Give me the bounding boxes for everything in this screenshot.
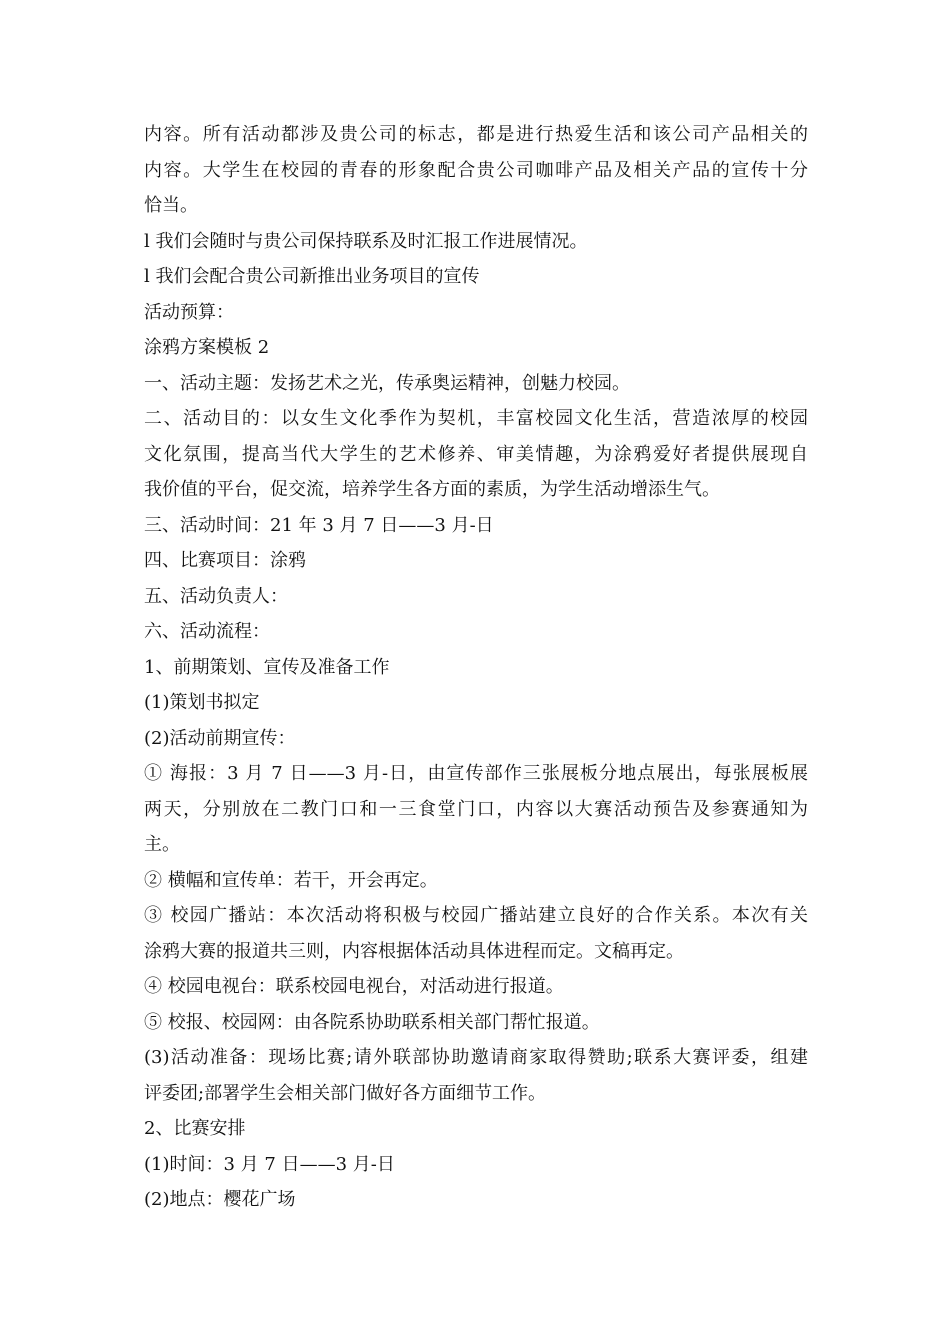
paragraph-line: 文化氛围，提高当代大学生的艺术修养、审美情趣，为涂鸦爱好者提供展现自 bbox=[144, 443, 808, 465]
paragraph-line: 二、活动目的：以女生文化季作为契机，丰富校园文化生活，营造浓厚的校园 bbox=[144, 408, 808, 429]
paragraph-line: 内容。大学生在校园的青春的形象配合贵公司咖啡产品及相关产品的宣传十分 bbox=[144, 159, 808, 181]
paragraph-line: l 我们会随时与贵公司保持联系及时汇报工作进展情况。 bbox=[144, 230, 588, 252]
paragraph-line: 六、活动流程： bbox=[144, 621, 270, 642]
paragraph-line: 五、活动负责人： bbox=[144, 585, 288, 607]
paragraph-line: 2、比赛安排 bbox=[144, 1118, 246, 1139]
paragraph-line: 两天，分别放在二教门口和一三食堂门口，内容以大赛活动预告及参赛通知为 bbox=[144, 798, 808, 820]
paragraph-line: (1)策划书拟定 bbox=[144, 692, 260, 713]
paragraph-line: (2)地点：樱花广场 bbox=[144, 1189, 296, 1210]
paragraph-line: ① 海报：3 月 7 日——3 月-日，由宣传部作三张展板分地点展出，每张展板展 bbox=[144, 763, 808, 784]
paragraph-line: 1、前期策划、宣传及准备工作 bbox=[144, 656, 390, 678]
paragraph-line: ⑤ 校报、校园网：由各院系协助联系相关部门帮忙报道。 bbox=[144, 1011, 600, 1033]
paragraph-line: ③ 校园广播站：本次活动将积极与校园广播站建立良好的合作关系。本次有关 bbox=[144, 905, 808, 926]
paragraph-line: 我价值的平台，促交流，培养学生各方面的素质，为学生活动增添生气。 bbox=[144, 479, 720, 500]
paragraph-line: 活动预算： bbox=[144, 301, 234, 323]
paragraph-line: (1)时间：3 月 7 日——3 月-日 bbox=[144, 1153, 395, 1175]
paragraph-line: ② 横幅和宣传单：若干，开会再定。 bbox=[144, 869, 438, 891]
paragraph-line: 四、比赛项目：涂鸦 bbox=[144, 550, 306, 571]
paragraph-line: l 我们会配合贵公司新推出业务项目的宣传 bbox=[144, 266, 480, 287]
paragraph-line: (3)活动准备：现场比赛;请外联部协助邀请商家取得赞助;联系大赛评委，组建 bbox=[144, 1047, 808, 1068]
paragraph-line: 一、活动主题：发扬艺术之光，传承奥运精神，创魅力校园。 bbox=[144, 372, 630, 394]
paragraph-line: 内容。所有活动都涉及贵公司的标志，都是进行热爱生活和该公司产品相关的 bbox=[144, 124, 808, 145]
paragraph-line: 恰当。 bbox=[144, 195, 198, 216]
paragraph-line: ④ 校园电视台：联系校园电视台，对活动进行报道。 bbox=[144, 976, 564, 997]
paragraph-line: 评委团;部署学生会相关部门做好各方面细节工作。 bbox=[144, 1082, 547, 1104]
paragraph-line: 涂鸦大赛的报道共三则，内容根据体活动具体进程而定。文稿再定。 bbox=[144, 940, 684, 962]
paragraph-line: (2)活动前期宣传： bbox=[144, 727, 296, 749]
paragraph-line: 涂鸦方案模板 2 bbox=[144, 337, 270, 358]
paragraph-line: 主。 bbox=[144, 834, 180, 855]
document-body bbox=[144, 117, 808, 1218]
paragraph-line: 三、活动时间：21 年 3 月 7 日——3 月-日 bbox=[144, 514, 494, 536]
